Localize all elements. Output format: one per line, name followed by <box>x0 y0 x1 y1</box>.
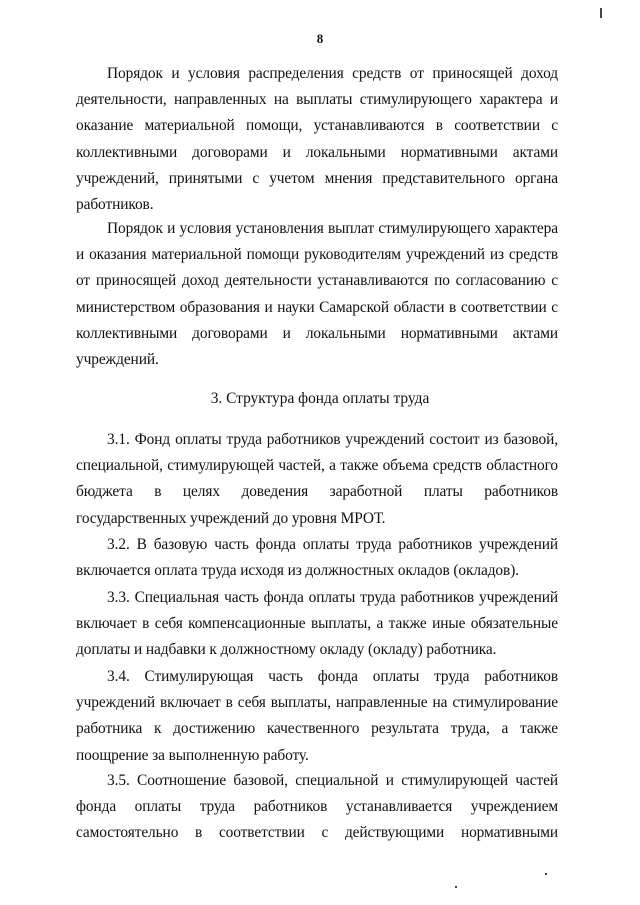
clause-3-4: 3.4. Стимулирующая часть фонда оплаты труда работников учреждений включает в себя выплаты, направленные на стимулирование работника к достижению качественного результата труда, а также поощрение за выполненную работу. <box>76 668 558 764</box>
scan-artifact <box>455 886 457 888</box>
page-number: 8 <box>316 31 324 46</box>
section-heading: 3. Структура фонда оплаты труда <box>210 390 430 407</box>
clause-3-5: 3.5. Соотношение базовой, специальной и стимулирующей частей фонда оплаты труда работников устанавливается учреждением самостоятельно в соответствии с действующими нормативными <box>76 772 558 842</box>
clause-3-1: 3.1. Фонд оплаты труда работников учреждений состоит из базовой, специальной, стимулирующей частей, а также объема средств областного бюджета в целях доведения заработной платы работников государственных учреждений до уровня МРОТ. <box>76 431 558 527</box>
scan-artifact <box>545 873 547 875</box>
clause-3-2: 3.2. В базовую часть фонда оплаты труда работников учреждений включается оплата труда исходя из должностных окладов (окладов). <box>76 536 558 580</box>
paragraph-income-distribution: Порядок и условия распределения средств от приносящей доход деятельности, направленных на выплаты стимулирующего характера и оказание материальной помощи, устанавливаются в соответствии с коллективными договорами и локальными нормативными актами учреждений, принятыми с учетом мнения представительного органа работников. <box>76 65 558 214</box>
clause-3-3: 3.3. Специальная часть фонда оплаты труда работников учреждений включает в себя компенсационные выплаты, а также иные обязательные доплаты и надбавки к должностному окладу (окладу) работника. <box>76 589 558 659</box>
scan-artifact <box>600 8 602 18</box>
paragraph-manager-payments: Порядок и условия установления выплат стимулирующего характера и оказания материальной помощи руководителям учреждений из средств от приносящей доход деятельности устанавливаются по согласованию с министерством образования и науки Самарской области в соответствии с коллективными договорами и локальными нормативными актами учреждений. <box>76 220 558 369</box>
